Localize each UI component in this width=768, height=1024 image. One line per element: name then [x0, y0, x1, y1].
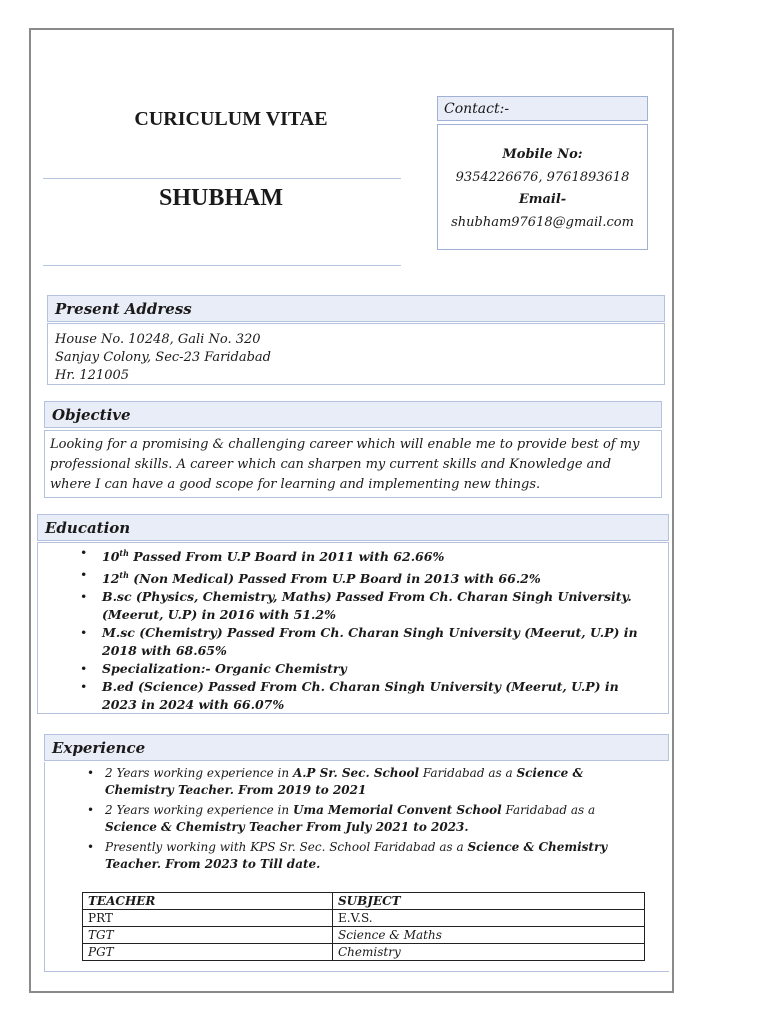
table-header: SUBJECT	[333, 893, 645, 910]
table-row	[83, 944, 645, 961]
address-line: Hr. 121005	[55, 368, 130, 383]
education-item: • 12th (Non Medical) Passed From U.P Board in 2013 with 66.2%	[38, 566, 668, 588]
education-box	[37, 542, 669, 714]
address-heading: Present Address	[47, 295, 665, 322]
table-cell: Science & Maths	[333, 927, 645, 944]
table-header-row	[83, 893, 645, 910]
resume-page	[29, 28, 674, 993]
contact-heading: Contact:-	[437, 96, 648, 121]
divider	[43, 178, 401, 179]
education-item: • Specialization:- Organic Chemistry	[38, 660, 668, 678]
document-title: CURICULUM VITAE	[134, 108, 328, 130]
objective-heading: Objective	[44, 401, 662, 428]
table-cell: PGT	[83, 944, 333, 961]
table-header: TEACHER	[83, 893, 333, 910]
table-cell: TGT	[83, 927, 333, 944]
table-row	[83, 927, 645, 944]
contact-box	[437, 124, 648, 250]
mobile-label: Mobile No:	[502, 147, 583, 162]
education-heading: Education	[37, 514, 669, 541]
education-item: • B.ed (Science) Passed From Ch. Charan Singh University (Meerut, U.P) in 2023 in 2024 with 66.07%	[38, 678, 668, 714]
education-list	[38, 544, 668, 714]
teacher-subject-table	[82, 892, 645, 961]
experience-heading: Experience	[44, 734, 669, 761]
experience-item: • Presently working with KPS Sr. Sec. School Faridabad as a Science & Chemistry Teacher. From 2023 to Till date.	[45, 839, 669, 873]
experience-list	[45, 765, 669, 873]
table-cell: E.V.S.	[333, 910, 645, 927]
email-label: Email-	[518, 192, 567, 207]
table-cell: Chemistry	[333, 944, 645, 961]
education-item: • M.sc (Chemistry) Passed From Ch. Charan Singh University (Meerut, U.P) in 2018 with 68.65%	[38, 624, 668, 660]
experience-item: • 2 Years working experience in A.P Sr. Sec. School Faridabad as a Science & Chemistry Teacher. From 2019 to 2021	[45, 765, 669, 799]
divider	[43, 265, 401, 266]
table-row	[83, 910, 645, 927]
table-cell: PRT	[83, 910, 333, 927]
email-value: shubham97618@gmail.com	[451, 214, 634, 230]
address-box	[47, 323, 665, 385]
education-item: • 10th Passed From U.P Board in 2011 with 62.66%	[38, 544, 668, 566]
address-line: Sanjay Colony, Sec-23 Faridabad	[55, 350, 271, 365]
experience-item: • 2 Years working experience in Uma Memorial Convent School Faridabad as a Science & Chemistry Teacher From July 2021 to 2023.	[45, 802, 669, 836]
candidate-name: SHUBHAM	[158, 185, 283, 211]
mobile-value: 9354226676, 9761893618	[455, 169, 630, 185]
address-line: House No. 10248, Gali No. 320	[55, 332, 261, 347]
objective-text: Looking for a promising & challenging career which will enable me to provide best of my professional skills. A career which can sharpen my current skills and Knowledge and where I can have a good scope for learning and implementing new things.	[44, 430, 662, 498]
education-item: • B.sc (Physics, Chemistry, Maths) Passed From Ch. Charan Singh University. (Meerut, U.P) in 2016 with 51.2%	[38, 588, 668, 624]
